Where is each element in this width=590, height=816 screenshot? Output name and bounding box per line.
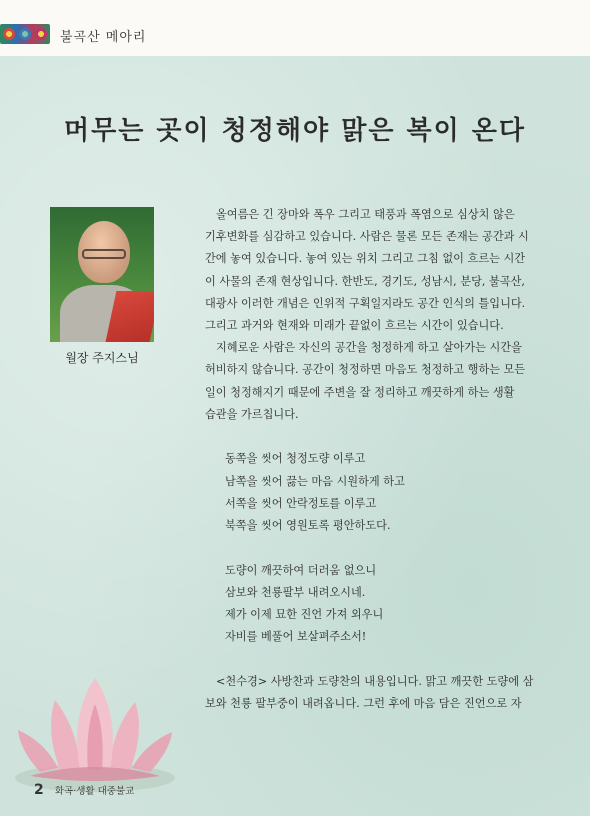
verse-line: 서쪽을 씻어 안락정토를 이루고 bbox=[225, 496, 377, 510]
body-line: <천수경> 사방찬과 도량찬의 내용입니다. 맑고 깨끗한 도량에 삼 bbox=[216, 674, 534, 688]
body-line: 올여름은 긴 장마와 폭우 그리고 태풍과 폭염으로 심상치 않은 bbox=[216, 208, 515, 221]
body-line: 습관을 가르칩니다. bbox=[205, 407, 299, 421]
verse-line: 자비를 베풀어 보살펴주소서! bbox=[225, 630, 367, 644]
body-line: 그리고 과거와 현재와 미래가 끝없이 흐르는 시간이 있습니다. bbox=[205, 319, 504, 333]
body-line: 간에 놓여 있습니다. 놓여 있는 위치 그리고 그침 없이 흐르는 시간 bbox=[205, 252, 526, 266]
publication-label: 화곡·생활 대중불교 bbox=[54, 786, 135, 797]
dancheong-pattern-icon bbox=[0, 24, 50, 44]
verse-line: 남쪽을 씻어 끓는 마음 시원하게 하고 bbox=[225, 474, 405, 488]
body-line: 보와 천룡 팔부중이 내려옵니다. 그런 후에 마음 담은 진언으로 자 bbox=[205, 697, 522, 711]
section-title: 불곡산 메아리 bbox=[60, 30, 147, 45]
verse-line: 제가 이제 묘한 진언 가져 외우니 bbox=[225, 608, 384, 622]
article-body bbox=[205, 204, 550, 715]
body-line: 이 사물의 존재 현상입니다. 한반도, 경기도, 성남시, 분당, 불곡산, bbox=[205, 274, 525, 288]
body-line: 기후변화를 심감하고 있습니다. 사람은 물론 모든 존재는 공간과 시 bbox=[205, 230, 529, 244]
header-strip bbox=[0, 0, 590, 56]
verse-line: 동쪽을 씻어 청정도량 이루고 bbox=[225, 452, 366, 466]
page-footer bbox=[34, 779, 134, 798]
verse-line: 도량이 깨끗하여 더러움 없으니 bbox=[225, 563, 377, 577]
verse-line: 북쪽을 씻어 영원토록 평안하도다. bbox=[225, 519, 391, 533]
body-line: 지혜로운 사람은 자신의 공간을 청정하게 하고 살아가는 시간을 bbox=[216, 341, 522, 355]
author-caption: 월장 주지스님 bbox=[65, 351, 139, 365]
body-line: 대광사 이러한 개념은 인위적 구획일지라도 공간 인식의 틀입니다. bbox=[205, 296, 526, 310]
body-line: 허비하지 않습니다. 공간이 청정하면 마음도 청정하고 행하는 모든 bbox=[205, 363, 526, 377]
author-portrait bbox=[50, 207, 154, 342]
portrait-glasses bbox=[82, 249, 126, 259]
page-number: 2 bbox=[34, 782, 44, 798]
verse-line: 삼보와 천룡팔부 내려오시네. bbox=[225, 585, 366, 599]
page-title: 머무는 곳이 청정해야 맑은 복이 온다 bbox=[64, 116, 526, 146]
body-line: 일이 청정해지기 때문에 주변을 잘 정리하고 깨끗하게 하는 생활 bbox=[205, 385, 515, 399]
